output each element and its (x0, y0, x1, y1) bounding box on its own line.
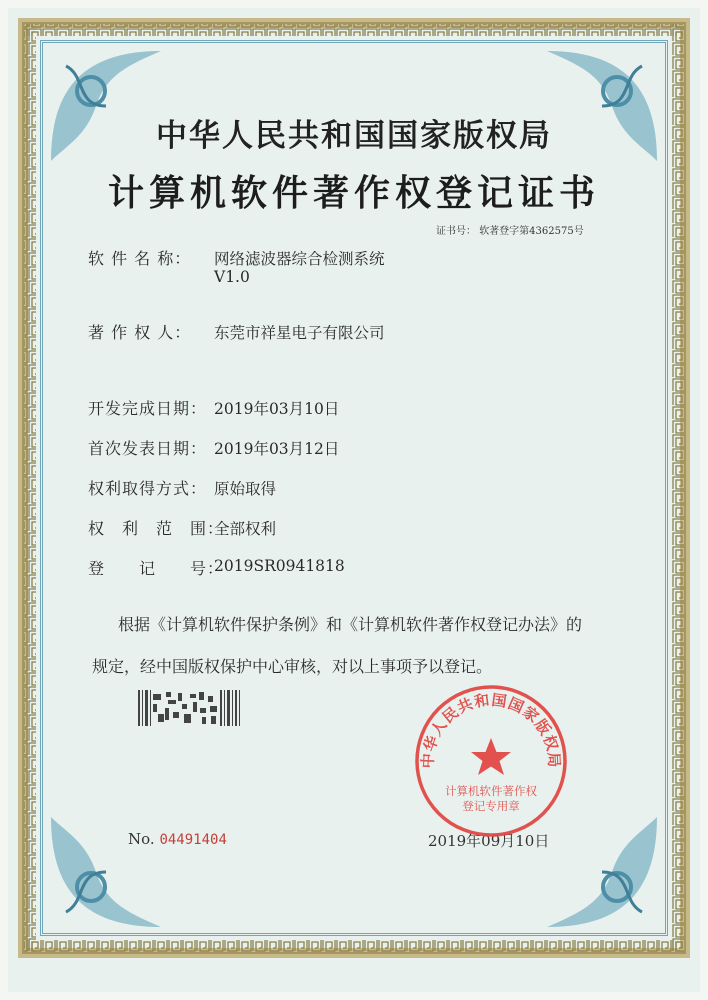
certificate-number (436, 222, 584, 237)
serial-number-value: 04491404 (159, 832, 227, 848)
software-name-label: 软 件 名 称： (88, 249, 192, 268)
seal-outer-text: 中华人民共和国国家版权局 (418, 690, 564, 769)
seal-inner-line-2: 登记专用章 (462, 799, 520, 813)
copyright-owner-label: 著 作 权 人： (88, 323, 192, 342)
acquisition-method-value: 原始取得 (214, 480, 277, 498)
certificate-number-value: 软著登字第4362575号 (479, 226, 584, 237)
barcode-icon (138, 690, 242, 726)
acquisition-method-label: 权利取得方式： (88, 479, 208, 498)
issue-date: 2019年09月10日 (428, 832, 550, 850)
completion-date-label: 开发完成日期： (88, 399, 208, 418)
certificate-title: 计算机软件著作权登记证书 (107, 172, 600, 214)
completion-date-value: 2019年03月10日 (214, 400, 340, 418)
statement-line-2: 规定，经中国版权保护中心审核，对以上事项予以登记。 (92, 657, 493, 676)
statement-line-1: 根据《计算机软件保护条例》和《计算机软件著作权登记办法》的 (118, 615, 583, 634)
publication-date-value: 2019年03月12日 (214, 440, 340, 458)
seal-inner-line-1: 计算机软件著作权 (445, 784, 537, 798)
issuer-title: 中华人民共和国国家版权局 (156, 118, 552, 154)
rights-scope-label: 权 利 范 围： (88, 519, 225, 538)
official-seal-icon (412, 682, 570, 840)
software-name-value: 网络滤波器综合检测系统 (214, 250, 385, 268)
software-version-value: V1.0 (214, 268, 250, 286)
copyright-owner-value: 东莞市祥星电子有限公司 (214, 324, 385, 342)
serial-number-label: No. (128, 830, 155, 848)
rights-scope-value: 全部权利 (214, 520, 277, 538)
registration-number-value: 2019SR0941818 (214, 557, 345, 575)
publication-date-label: 首次发表日期： (88, 439, 208, 458)
registration-number-label: 登 记 号： (88, 559, 225, 578)
serial-number (128, 830, 227, 848)
certificate-number-label: 证书号： (436, 226, 476, 237)
